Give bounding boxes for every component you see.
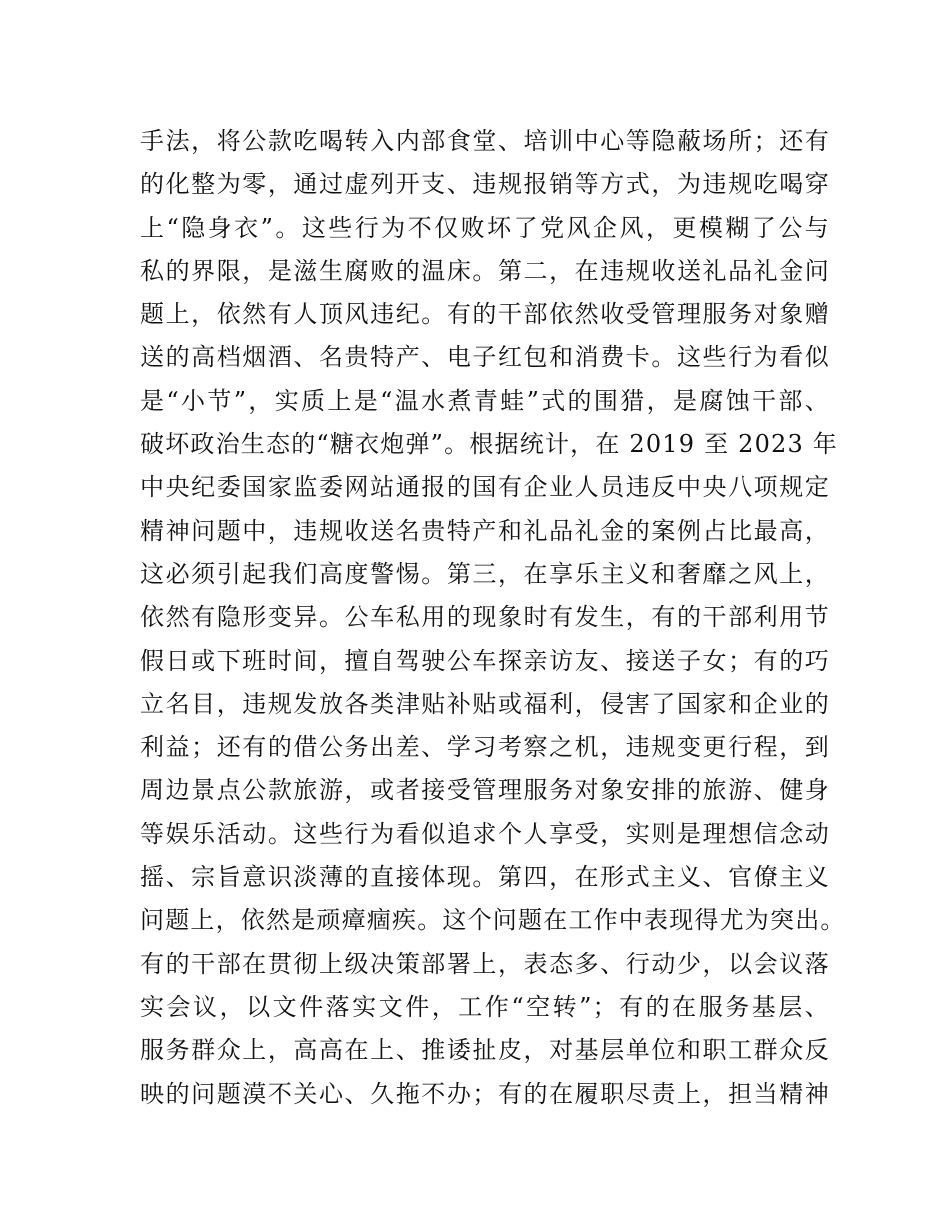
text-line: 立名目，违规发放各类津贴补贴或福利，侵害了国家和企业的 <box>140 689 830 718</box>
text-line: 上“隐身衣”。这些行为不仅败坏了党风企风，更模糊了公与 <box>140 213 830 242</box>
text-line: 送的高档烟酒、名贵特产、电子红包和消费卡。这些行为看似 <box>140 343 830 372</box>
text-line: 破坏政治生态的“糖衣炮弹”。根据统计，在 2019 至 2023 年 <box>140 430 839 459</box>
text-line: 精神问题中，违规收送名贵特产和礼品礼金的案例占比最高， <box>140 516 830 545</box>
text-line: 服务群众上，高高在上、推诿扯皮，对基层单位和职工群众反 <box>140 1036 830 1065</box>
body-text <box>140 120 846 1116</box>
text-line: 的化整为零，通过虚列开支、违规报销等方式，为违规吃喝穿 <box>140 170 830 199</box>
text-line: 问题上，依然是顽瘴痼疾。这个问题在工作中表现得尤为突出。 <box>140 906 846 935</box>
text-line: 摇、宗旨意识淡薄的直接体现。第四，在形式主义、官僚主义 <box>140 863 830 892</box>
text-line: 中央纪委国家监委网站通报的国有企业人员违反中央八项规定 <box>140 473 830 502</box>
text-line: 私的界限，是滋生腐败的温床。第二，在违规收送礼品礼金问 <box>140 256 830 285</box>
text-line: 手法，将公款吃喝转入内部食堂、培训中心等隐蔽场所；还有 <box>140 127 830 155</box>
text-line: 假日或下班时间，擅自驾驶公车探亲访友、接送子女；有的巧 <box>140 646 830 675</box>
text-line: 有的干部在贯彻上级决策部署上，表态多、行动少，以会议落 <box>140 949 830 978</box>
text-line: 是“小节”，实质上是“温水煮青蛙”式的围猎，是腐蚀干部、 <box>140 386 830 415</box>
text-line: 这必须引起我们高度警惕。第三，在享乐主义和奢靡之风上， <box>140 559 830 588</box>
text-line: 实会议，以文件落实文件，工作“空转”；有的在服务基层、 <box>140 992 830 1021</box>
text-line: 题上，依然有人顶风违纪。有的干部依然收受管理服务对象赠 <box>140 300 830 329</box>
text-line: 利益；还有的借公务出差、学习考察之机，违规变更行程，到 <box>140 733 830 762</box>
text-line: 周边景点公款旅游，或者接受管理服务对象安排的旅游、健身 <box>140 776 830 805</box>
text-line: 映的问题漠不关心、久拖不办；有的在履职尽责上，担当精神 <box>140 1079 830 1108</box>
text-line: 等娱乐活动。这些行为看似追求个人享受，实则是理想信念动 <box>140 819 830 848</box>
text-line: 依然有隐形变异。公车私用的现象时有发生，有的干部利用节 <box>140 603 830 632</box>
